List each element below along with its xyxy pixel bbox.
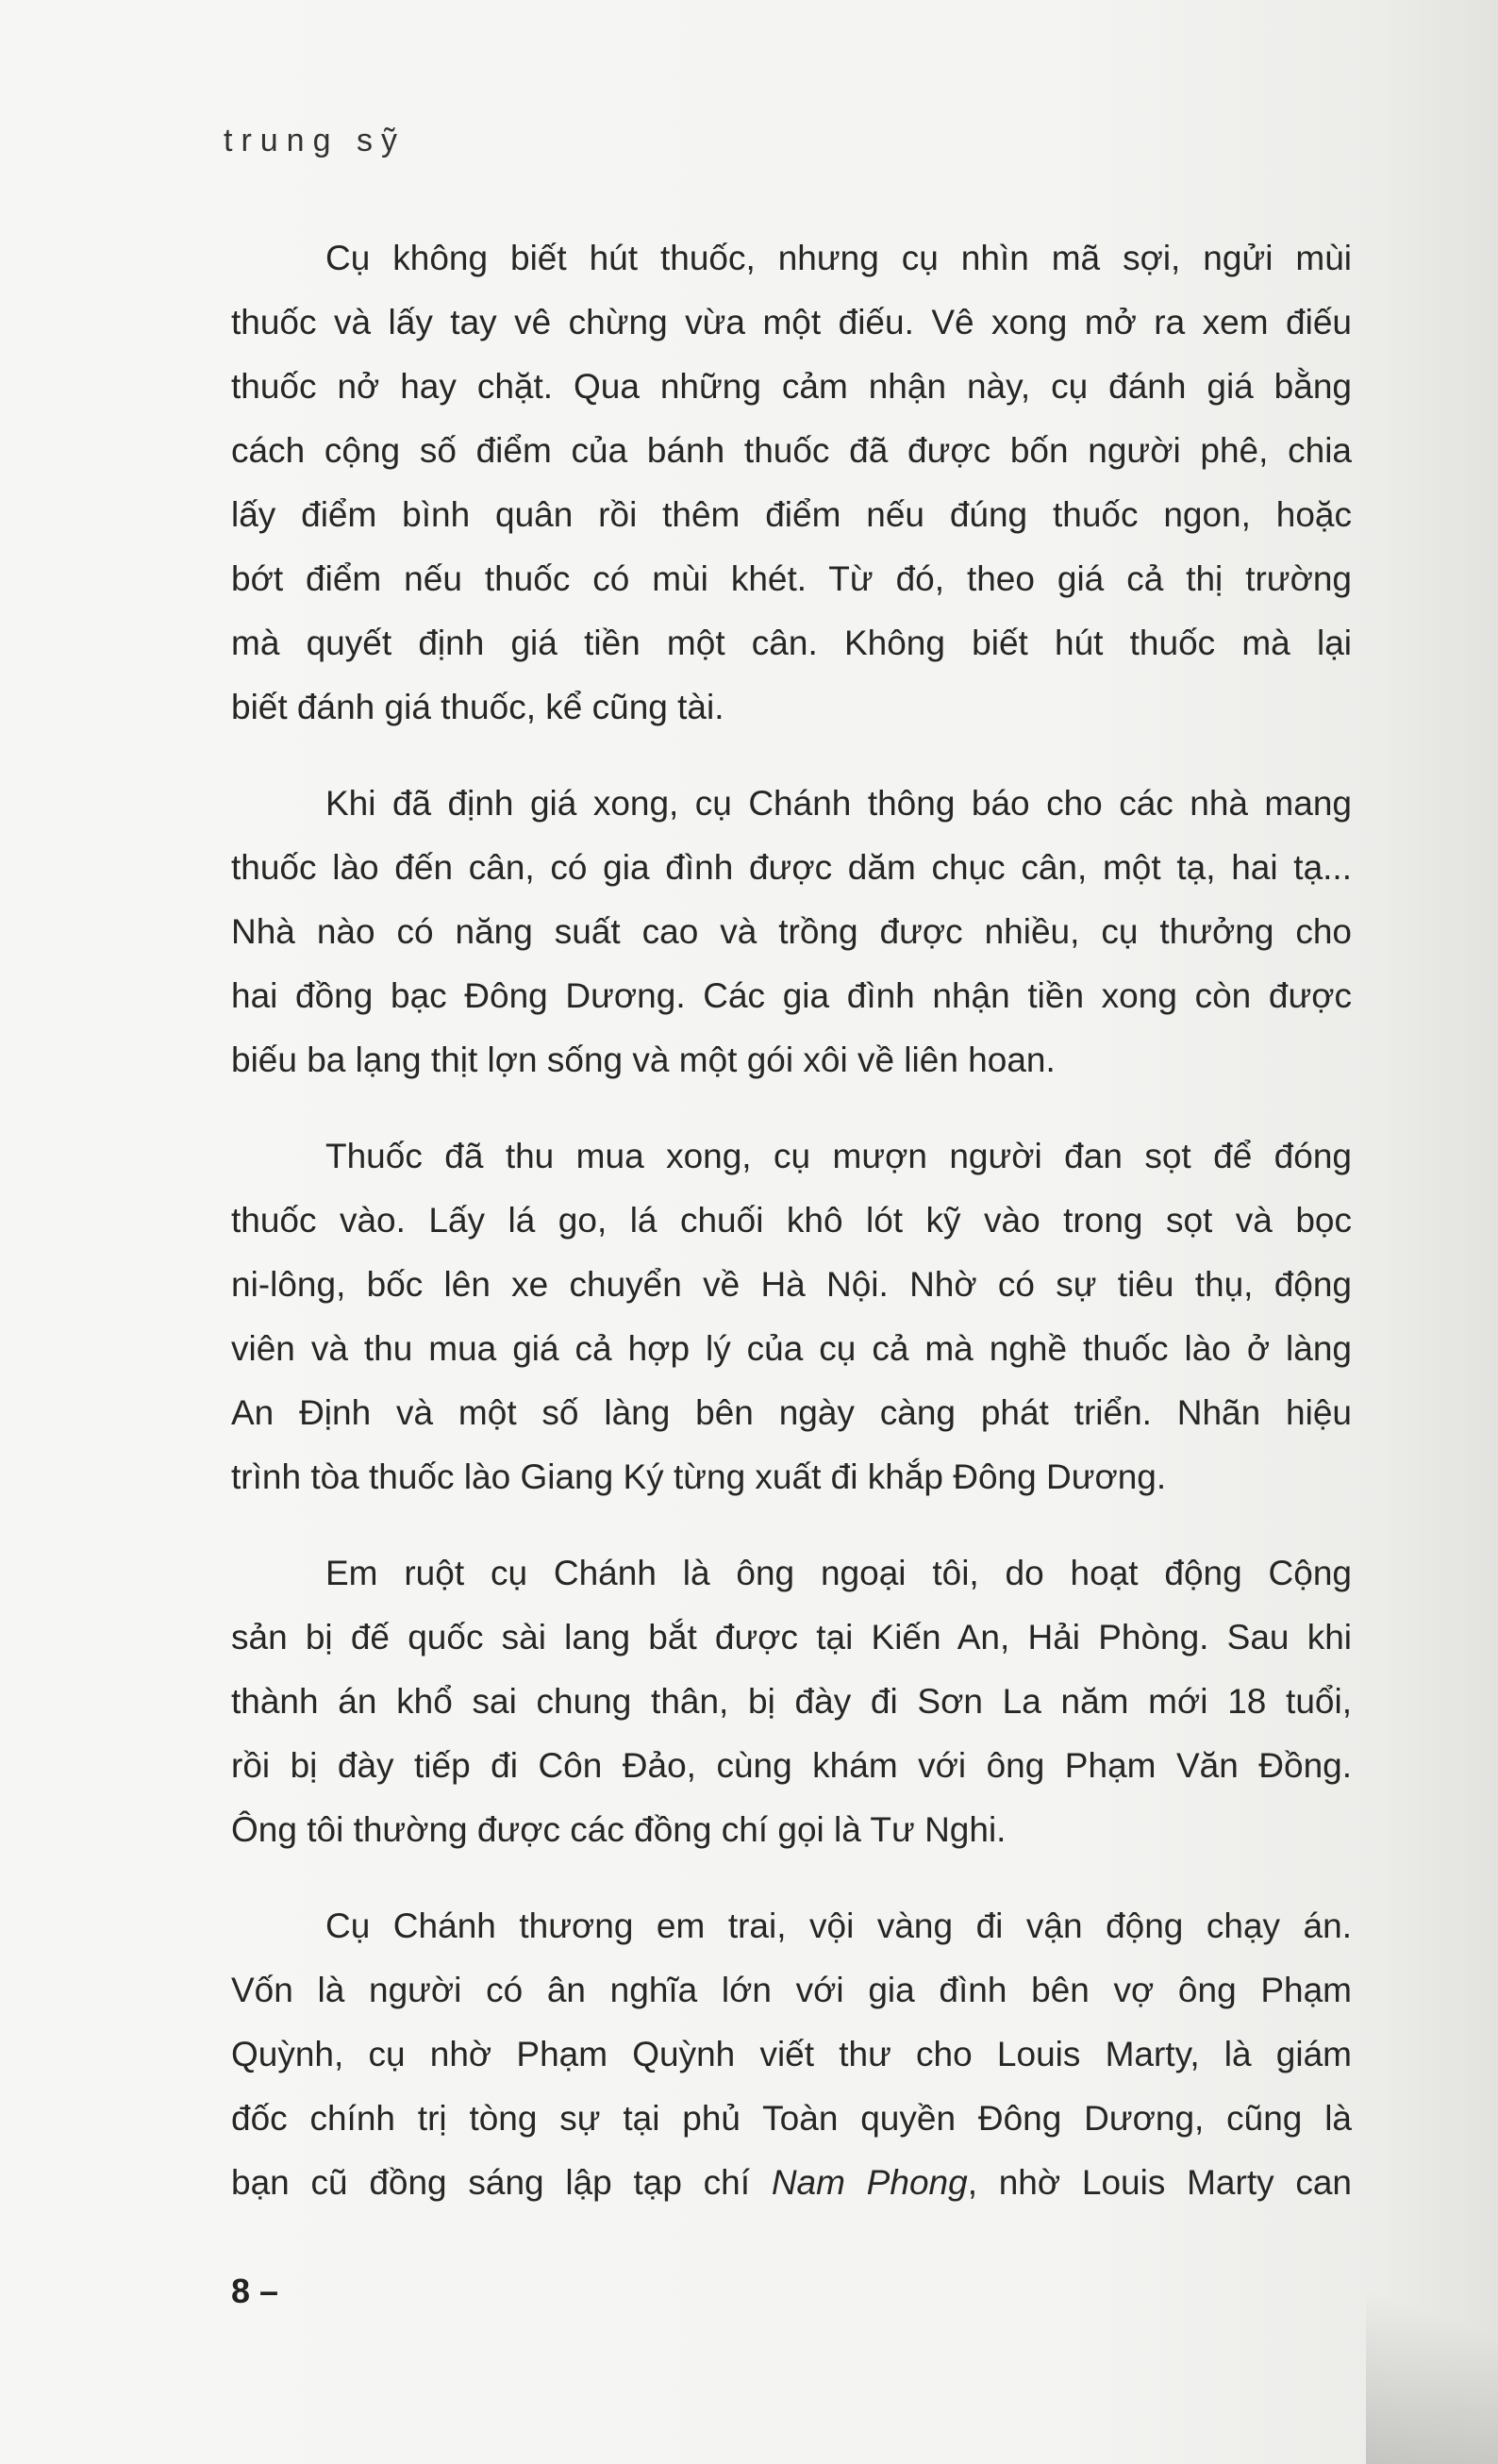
text-segment: bạn cũ đồng sáng lập tạp chí xyxy=(231,2163,772,2202)
paragraph xyxy=(231,772,1352,1092)
body-text xyxy=(231,226,1352,2247)
text-line: biếu ba lạng thịt lợn sống và một gói xôi về liên hoan. xyxy=(231,1041,1056,1079)
text-line: Em ruột cụ Chánh là ông ngoại tôi, do hoạt động Cộng xyxy=(325,1554,1352,1592)
text-line: viên và thu mua giá cả hợp lý của cụ cả mà nghề thuốc lào ở làng xyxy=(231,1329,1352,1368)
text-line: hai đồng bạc Đông Dương. Các gia đình nhận tiền xong còn được xyxy=(231,976,1352,1015)
paragraph xyxy=(231,1894,1352,2215)
text-line: Cụ không biết hút thuốc, nhưng cụ nhìn mã sợi, ngửi mùi xyxy=(325,239,1352,277)
text-segment: , nhờ Louis Marty can xyxy=(967,2163,1353,2202)
text-line: sản bị đế quốc sài lang bắt được tại Kiến An, Hải Phòng. Sau khi xyxy=(231,1618,1352,1657)
text-line: biết đánh giá thuốc, kể cũng tài. xyxy=(231,688,724,726)
text-line: An Định và một số làng bên ngày càng phát triển. Nhãn hiệu xyxy=(231,1393,1352,1432)
page-number: 8 – xyxy=(231,2272,279,2310)
text-line: Cụ Chánh thương em trai, vội vàng đi vận động chạy án. xyxy=(325,1906,1352,1945)
text-line: Khi đã định giá xong, cụ Chánh thông báo cho các nhà mang xyxy=(325,784,1352,823)
text-line: bớt điểm nếu thuốc có mùi khét. Từ đó, theo giá cả thị trường xyxy=(231,559,1352,598)
text-line: Quỳnh, cụ nhờ Phạm Quỳnh viết thư cho Louis Marty, là giám xyxy=(231,2035,1352,2073)
text-line: thuốc và lấy tay vê chừng vừa một điếu. Vê xong mở ra xem điếu xyxy=(231,303,1352,341)
text-line xyxy=(231,2151,1352,2215)
text-line: lấy điểm bình quân rồi thêm điểm nếu đúng thuốc ngon, hoặc xyxy=(231,495,1352,534)
text-line: cách cộng số điểm của bánh thuốc đã được bốn người phê, chia xyxy=(231,431,1352,470)
text-line: Thuốc đã thu mua xong, cụ mượn người đan sọt để đóng xyxy=(325,1137,1352,1175)
text-line: thuốc lào đến cân, có gia đình được dăm chục cân, một tạ, hai tạ... xyxy=(231,848,1352,887)
page-shadow xyxy=(1366,2219,1498,2464)
text-line: Ông tôi thường được các đồng chí gọi là Tư Nghi. xyxy=(231,1810,1007,1849)
text-line: mà quyết định giá tiền một cân. Không biết hút thuốc mà lại xyxy=(231,624,1352,662)
text-line: thuốc vào. Lấy lá go, lá chuối khô lót kỹ vào trong sọt và bọc xyxy=(231,1201,1352,1240)
paragraph xyxy=(231,1541,1352,1862)
text-line: đốc chính trị tòng sự tại phủ Toàn quyền Đông Dương, cũng là xyxy=(231,2099,1352,2138)
text-line: rồi bị đày tiếp đi Côn Đảo, cùng khám với ông Phạm Văn Đồng. xyxy=(231,1746,1352,1785)
text-line: thuốc nở hay chặt. Qua những cảm nhận này, cụ đánh giá bằng xyxy=(231,367,1352,406)
text-line: Vốn là người có ân nghĩa lớn với gia đình bên vợ ông Phạm xyxy=(231,1971,1352,2009)
text-line: ni-lông, bốc lên xe chuyển về Hà Nội. Nhờ có sự tiêu thụ, động xyxy=(231,1265,1352,1304)
italic-title: Nam Phong xyxy=(771,2163,968,2202)
running-head: trung sỹ xyxy=(224,123,406,158)
text-line: Nhà nào có năng suất cao và trồng được nhiều, cụ thưởng cho xyxy=(231,912,1352,951)
paragraph xyxy=(231,1124,1352,1509)
text-line: trình tòa thuốc lào Giang Ký từng xuất đi khắp Đông Dương. xyxy=(231,1457,1167,1496)
paragraph xyxy=(231,226,1352,740)
text-line: thành án khổ sai chung thân, bị đày đi Sơn La năm mới 18 tuổi, xyxy=(231,1682,1352,1721)
